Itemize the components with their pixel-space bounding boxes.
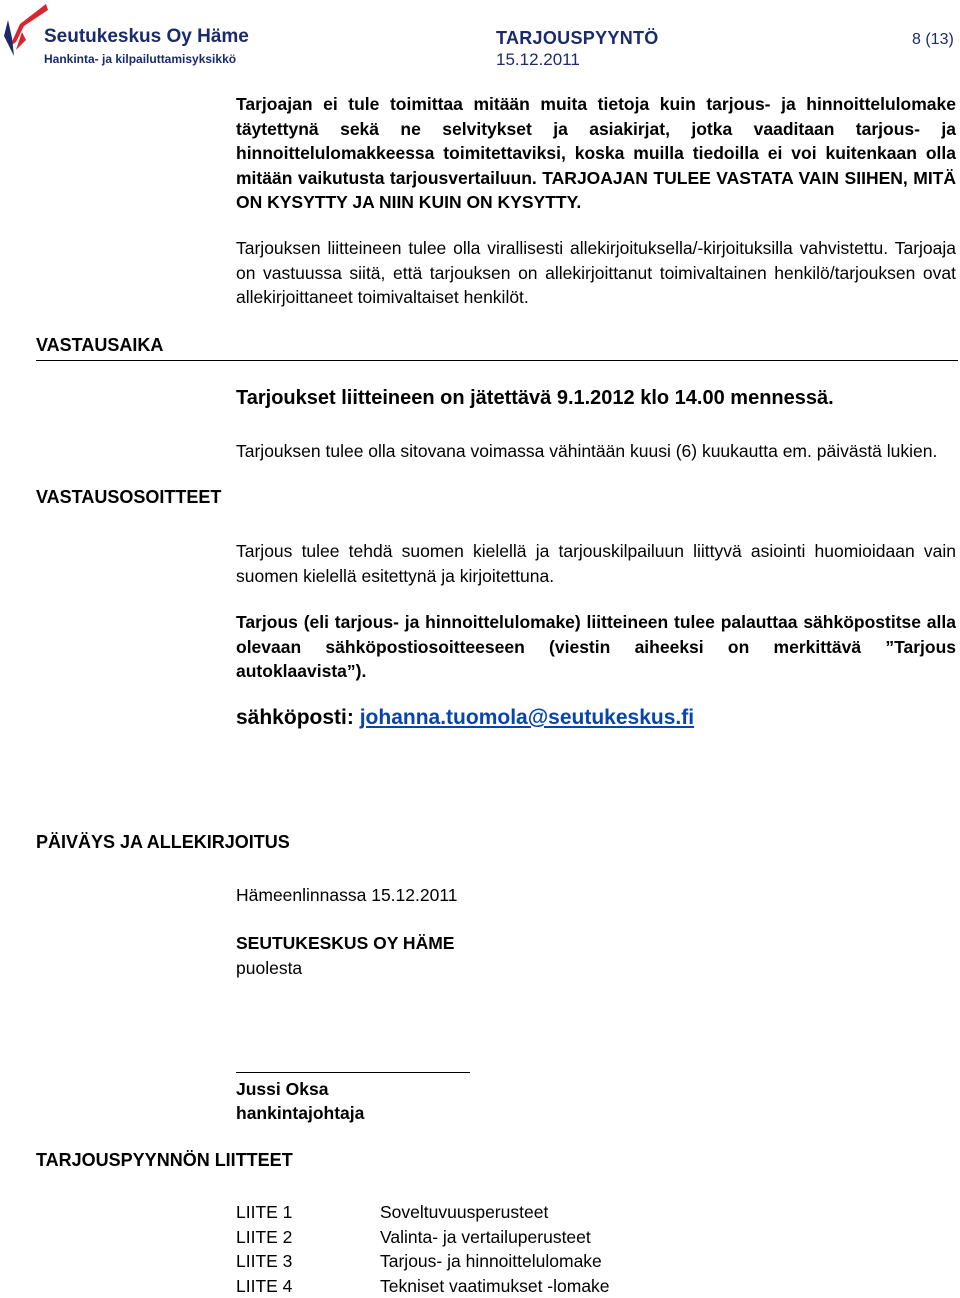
deadline-text: Tarjoukset liitteineen on jätettävä 9.1.2012 klo 14.00 mennessä. bbox=[236, 387, 834, 410]
list-item bbox=[236, 1249, 610, 1274]
signature-requirement-paragraph: Tarjouksen liitteineen tulee olla virallisesti allekirjoituksella/-kirjoituksilla vahvistettu. Tarjoaja on vastuussa siitä, että tarjouksen on allekirjoittanut toimivaltainen henkilö/tarjouksen ovat allekirjoittaneet toimivaltaiset henkilöt. bbox=[236, 236, 956, 310]
email-label: sähköposti: bbox=[236, 706, 354, 729]
attachment-title: Tekniset vaatimukset -lomake bbox=[380, 1274, 610, 1298]
signer-title: hankintajohtaja bbox=[236, 1101, 956, 1126]
document-type: TARJOUSPYYNTÖ bbox=[496, 28, 659, 49]
signer-name: Jussi Oksa bbox=[236, 1077, 956, 1102]
section-heading-signature: PÄIVÄYS JA ALLEKIRJOITUS bbox=[36, 832, 290, 853]
attachment-code: LIITE 4 bbox=[236, 1274, 380, 1298]
organization-name: SEUTUKESKUS OY HÄME bbox=[236, 931, 956, 956]
language-requirement: Tarjous tulee tehdä suomen kielellä ja tarjouskilpailuun liittyvä asiointi huomioidaan vain suomen kielellä esitettynä ja kirjoitettuna. bbox=[236, 539, 956, 588]
submission-instructions: Tarjous (eli tarjous- ja hinnoittelulomake) liitteineen tulee palauttaa sähköpostitse alla olevaan sähköpostiosoitteeseen (viestin aiheeksi on merkittävä ”Tarjous autoklaavista”). bbox=[236, 610, 956, 684]
validity-text: Tarjouksen tulee olla sitovana voimassa vähintään kuusi (6) kuukautta em. päivästä lukien. bbox=[236, 439, 956, 464]
section-heading-vastausosoitteet: VASTAUSOSOITTEET bbox=[36, 487, 221, 508]
section-divider bbox=[36, 360, 958, 361]
attachment-title: Soveltuvuusperusteet bbox=[380, 1200, 548, 1225]
list-item bbox=[236, 1200, 610, 1225]
attachment-code: LIITE 3 bbox=[236, 1249, 380, 1274]
list-item bbox=[236, 1225, 610, 1250]
email-line bbox=[236, 706, 694, 730]
company-unit: Hankinta- ja kilpailuttamisyksikkö bbox=[44, 52, 236, 66]
attachment-list bbox=[236, 1200, 610, 1298]
on-behalf-text: puolesta bbox=[236, 956, 956, 981]
attachment-title: Valinta- ja vertailuperusteet bbox=[380, 1225, 591, 1250]
intro-paragraph bbox=[236, 92, 956, 215]
signature-line bbox=[236, 1072, 470, 1073]
company-name: Seutukeskus Oy Häme bbox=[44, 26, 249, 48]
company-logo bbox=[2, 2, 50, 60]
section-heading-attachments: TARJOUSPYYNNÖN LIITTEET bbox=[36, 1150, 293, 1171]
section-heading-vastausaika: VASTAUSAIKA bbox=[36, 335, 163, 356]
intro-text: Tarjoajan ei tule toimittaa mitään muita tietoja kuin tarjous- ja hinnoittelulomake täytettynä sekä ne selvitykset ja asiakirjat, jotka vaaditaan tarjous- ja hinnoittelulomakkeessa toimitettaviksi, koska muilla tiedoilla ei voi kuitenkaan olla mitään vaikutusta tarjousvertailuun. bbox=[236, 94, 956, 188]
place-date: Hämeenlinnassa 15.12.2011 bbox=[236, 883, 956, 908]
attachment-title: Tarjous- ja hinnoittelulomake bbox=[380, 1249, 602, 1274]
page-number: 8 (13) bbox=[912, 31, 954, 49]
logo-swoosh-icon bbox=[2, 2, 50, 60]
list-item bbox=[236, 1274, 610, 1298]
attachment-code: LIITE 2 bbox=[236, 1225, 380, 1250]
attachment-code: LIITE 1 bbox=[236, 1200, 380, 1225]
document-date: 15.12.2011 bbox=[496, 50, 580, 70]
email-link[interactable]: johanna.tuomola@seutukeskus.fi bbox=[360, 706, 694, 729]
intro-emphasis: TARJOAJAN TULEE VASTATA VAIN SIIHEN, MITÄ ON KYSYTTY JA NIIN KUIN ON KYSYTTY. bbox=[236, 168, 956, 213]
